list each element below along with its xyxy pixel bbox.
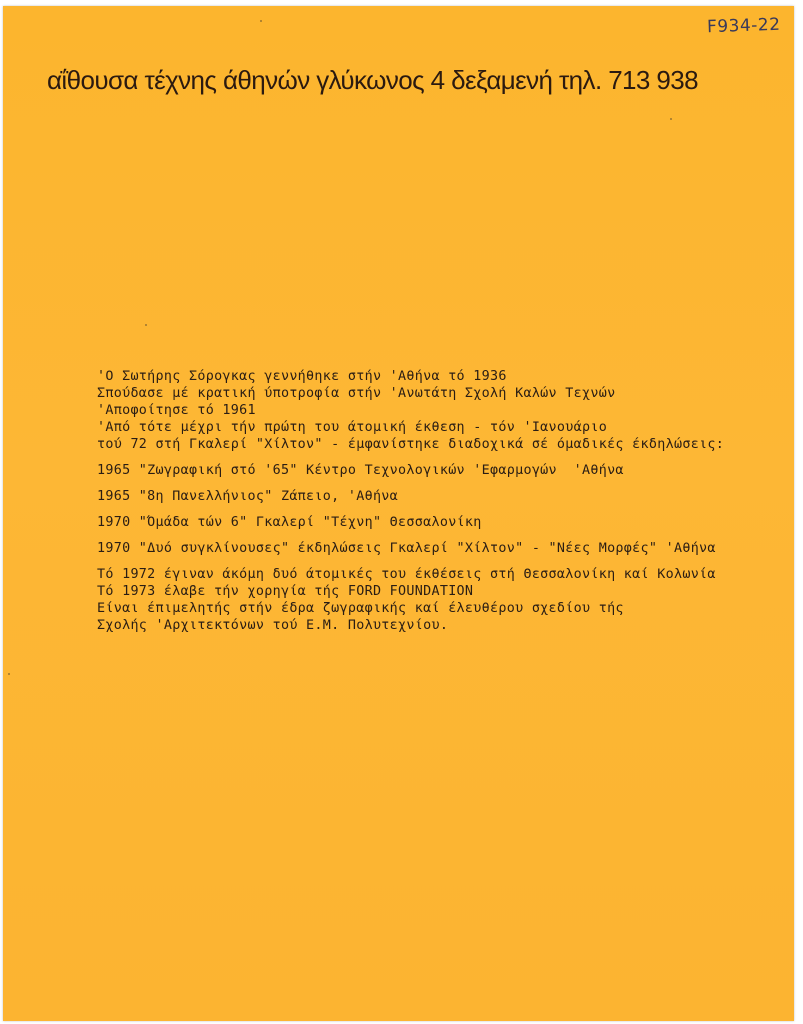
biography-text — [97, 368, 724, 634]
exhibition-entry: 1970 "Δυό συγκλίνουσες" έκδηλώσεις Γκαλερί "Χίλτον" - "Νέες Μορφές" 'Αθήνα — [97, 541, 716, 556]
bio-line: Είναι έπιμελητής στήν έδρα ζωγραφικής καί έλευθέρου σχεδίου τής — [97, 601, 624, 616]
exhibition-entry: 1965 "8η Πανελλήνιος" Ζάπειο, 'Αθήνα — [97, 489, 399, 504]
bio-line: 'Ο Σωτήρης Σόρογκας γεννήθηκε στήν 'Αθήνα τό 1936 — [97, 369, 507, 384]
bio-line: Σπούδασε μέ κρατική ύποτροφία στήν 'Ανωτάτη Σχολή Καλών Τεχνών — [97, 386, 616, 401]
bio-line: 'Αποφοίτησε τό 1961 — [97, 403, 256, 418]
bio-line: τού 72 στή Γκαλερί "Χίλτον" - έμφανίστηκε διαδοχικά σέ όμαδικές έκδηλώσεις: — [97, 437, 725, 452]
paper-speck — [145, 324, 147, 326]
bio-line: Σχολής 'Αρχιτεκτόνων τού Ε.Μ. Πολυτεχνίου. — [97, 618, 449, 633]
bio-line: Τό 1973 έλαβε τήν χορηγία τής FORD FOUNDATION — [97, 584, 474, 599]
paper-speck — [8, 673, 10, 675]
bio-line: 'Από τότε μέχρι τήν πρώτη του άτομική έκθεση - τόν 'Ιανουάριο — [97, 420, 608, 435]
exhibition-entry: 1965 "Ζωγραφική στό '65" Κέντρο Τεχνολογικών 'Εφαρμογών 'Αθήνα — [97, 463, 624, 478]
paper-speck — [260, 20, 262, 22]
exhibition-entry: 1970 "Όμάδα τών 6" Γκαλερί "Τέχνη" Θεσσαλονίκη — [97, 515, 482, 530]
paper-speck — [670, 118, 672, 120]
bio-line: Τό 1972 έγιναν άκόμη δυό άτομικές του έκθέσεις στή Θεσσαλονίκη καί Κολωνία — [97, 567, 716, 582]
archive-reference-number: F934-22 — [706, 14, 781, 38]
gallery-letterhead: αΐθουσα τέχνης άθηνών γλύκωνος 4 δεξαμενή τηλ. 713 938 — [47, 65, 698, 95]
paper-sheet — [3, 6, 794, 1021]
